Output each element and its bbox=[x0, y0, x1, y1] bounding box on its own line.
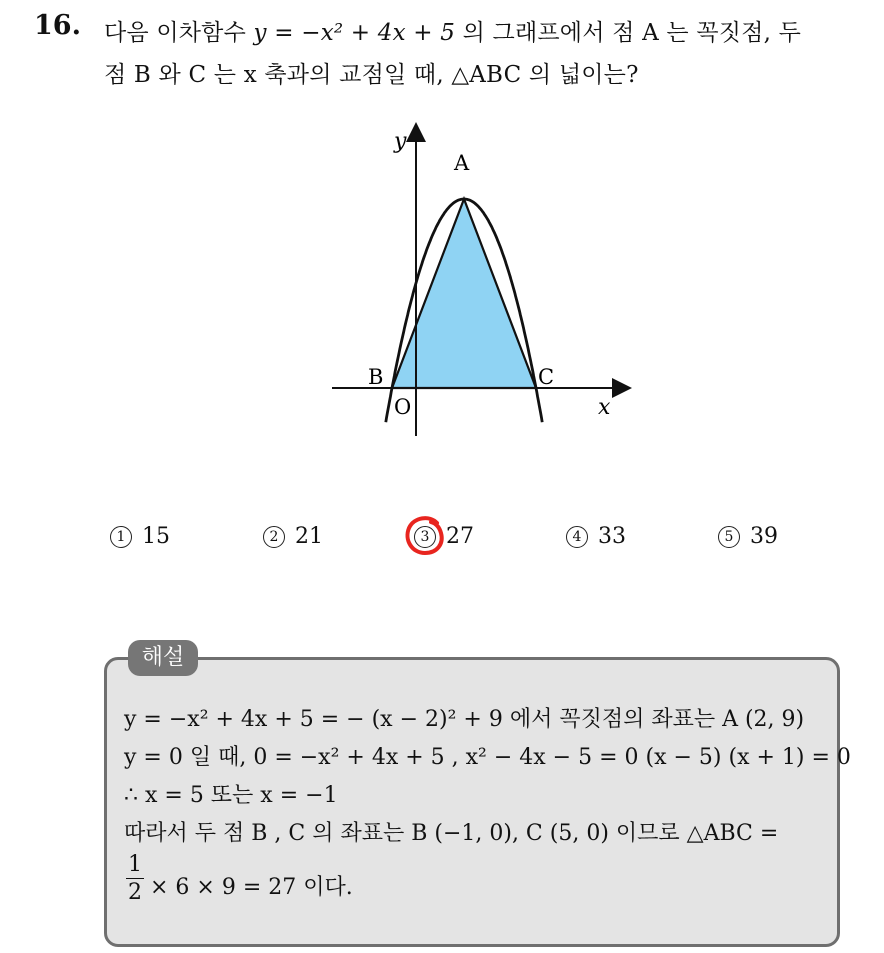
choice-marker: 5 bbox=[718, 526, 740, 548]
label-x: x bbox=[598, 395, 611, 420]
choice-marker: 3 bbox=[414, 526, 436, 548]
choice-4[interactable] bbox=[566, 524, 626, 549]
choice-marker: 1 bbox=[110, 526, 132, 548]
choice-value: 33 bbox=[598, 524, 626, 549]
solution-line-3: ∴ x = 5 또는 x = −1 bbox=[124, 783, 338, 808]
question-equation: y = −x² + 4x + 5 bbox=[253, 20, 456, 46]
question-number: 16. bbox=[34, 10, 81, 41]
choice-marker: 2 bbox=[263, 526, 285, 548]
fraction-denominator: 2 bbox=[128, 880, 142, 905]
label-a: A bbox=[454, 151, 470, 175]
solution-line-1: y = −x² + 4x + 5 = − (x − 2)² + 9 에서 꼭짓점의 좌표는 A (2, 9) bbox=[124, 707, 805, 732]
label-c: C bbox=[538, 365, 555, 389]
choice-2[interactable] bbox=[263, 524, 323, 549]
choice-5[interactable] bbox=[718, 524, 778, 549]
solution-line-5: × 6 × 9 = 27 이다. bbox=[150, 875, 353, 900]
question-text-line-2: 점 B 와 C 는 x 축과의 교점일 때, △ABC 의 넓이는? bbox=[104, 62, 639, 88]
fraction-numerator: 1 bbox=[128, 852, 142, 877]
solution-line-2: y = 0 일 때, 0 = −x² + 4x + 5 , x² − 4x − 5 = 0 (x − 5) (x + 1) = 0 bbox=[124, 745, 851, 770]
parabola-graph bbox=[310, 118, 640, 448]
fraction-one-half bbox=[126, 852, 144, 905]
label-y: y bbox=[394, 129, 407, 154]
choice-value: 27 bbox=[446, 524, 474, 549]
solution-line-4: 따라서 두 점 B , C 의 좌표는 B (−1, 0), C (5, 0) 이므로 △ABC = bbox=[124, 821, 779, 846]
label-b: B bbox=[368, 365, 384, 389]
question-text-after: 의 그래프에서 점 A 는 꼭짓점, 두 bbox=[455, 20, 802, 46]
question-text-line-1 bbox=[104, 14, 801, 47]
solution-tab: 해설 bbox=[128, 640, 198, 676]
answer-circle-mark bbox=[404, 514, 446, 558]
question-text-before: 다음 이차함수 bbox=[104, 20, 254, 46]
choice-value: 21 bbox=[295, 524, 323, 549]
choice-1[interactable] bbox=[110, 524, 170, 549]
choice-value: 39 bbox=[750, 524, 778, 549]
label-origin: O bbox=[394, 395, 412, 419]
choice-value: 15 bbox=[142, 524, 170, 549]
choice-marker: 4 bbox=[566, 526, 588, 548]
